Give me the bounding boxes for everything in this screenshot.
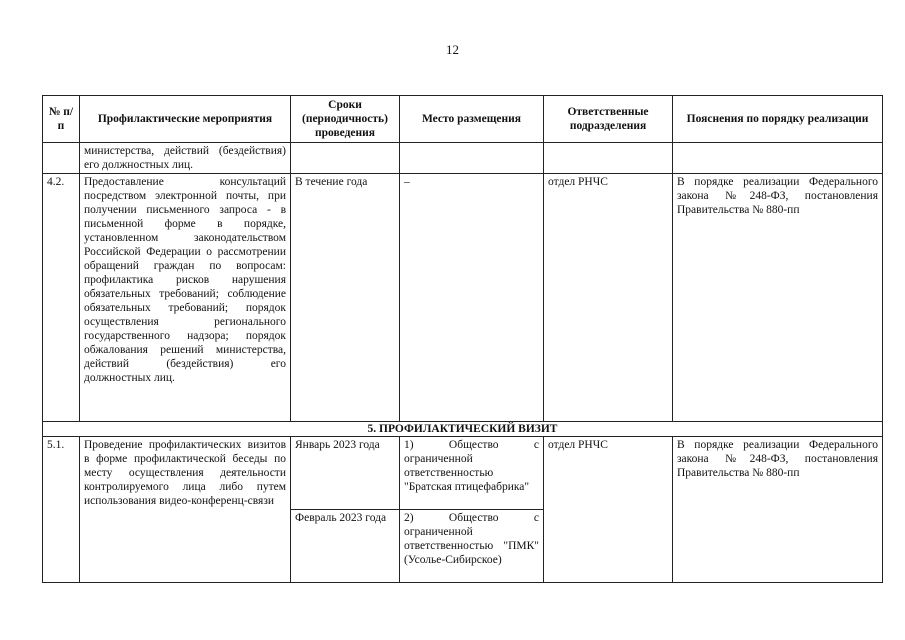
- row-5-1-responsible: отдел РНЧС: [544, 437, 673, 583]
- header-place: Место размещения: [400, 96, 544, 143]
- continued-num: [43, 143, 80, 174]
- continued-activity: министерства, действий (бездействия) его должностных лиц.: [80, 143, 291, 174]
- row-5-1-term-2: Февраль 2023 года: [291, 510, 400, 583]
- section-5-row: [43, 422, 883, 437]
- row-4-2-notes: В порядке реализации Федерального закона №248-ФЗ, постановления Правительства № 880-пп: [673, 174, 883, 422]
- table-header-row: [43, 96, 883, 143]
- table-row-5-1a: [43, 437, 883, 510]
- header-terms: Сроки (периодичность) проведения: [291, 96, 400, 143]
- header-num: № п/п: [43, 96, 80, 143]
- table-row-continued: [43, 143, 883, 174]
- row-5-1-place-1: 1) Общество с ограниченной ответственностью "Братская птицефабрика": [400, 437, 544, 510]
- continued-place: [400, 143, 544, 174]
- row-5-1-notes: В порядке реализации Федерального закона №248-ФЗ, постановления Правительства № 880-пп: [673, 437, 883, 583]
- row-5-1-num: 5.1.: [43, 437, 80, 583]
- header-responsible: Ответственные подразделения: [544, 96, 673, 143]
- continued-terms: [291, 143, 400, 174]
- section-5-title: 5. ПРОФИЛАКТИЧЕСКИЙ ВИЗИТ: [43, 422, 883, 437]
- row-4-2-activity: Предоставление консультаций посредством электронной почты, при получении письменного запроса - в письменной форме в порядке, установленном законодательством Российской Федерации о рассмотрении обращений граждан по вопросам: профилактика рисков нарушения обязательных требований; соблюдение обязательных требований; порядок осуществления регионального государственного надзора; порядок обжалования решений министерства, действий (бездействия) его должностных лиц.: [80, 174, 291, 422]
- continued-notes: [673, 143, 883, 174]
- row-5-1-activity: Проведение профилактических визитов в форме профилактической беседы по месту осуществления деятельности контролируемого лица либо путем использования видео-конференц-связи: [80, 437, 291, 583]
- row-4-2-responsible: отдел РНЧС: [544, 174, 673, 422]
- row-4-2-num: 4.2.: [43, 174, 80, 422]
- row-5-1-term-1: Январь 2023 года: [291, 437, 400, 510]
- measures-table: [42, 95, 883, 583]
- row-5-1-place-2: 2) Общество с ограниченной ответственностью "ПМК" (Усолье-Сибирское): [400, 510, 544, 583]
- continued-responsible: [544, 143, 673, 174]
- page-number: 12: [446, 42, 459, 57]
- row-4-2-place: –: [400, 174, 544, 422]
- row-4-2-terms: В течение года: [291, 174, 400, 422]
- header-activity: Профилактические мероприятия: [80, 96, 291, 143]
- table-row-4-2: [43, 174, 883, 422]
- header-notes: Пояснения по порядку реализации: [673, 96, 883, 143]
